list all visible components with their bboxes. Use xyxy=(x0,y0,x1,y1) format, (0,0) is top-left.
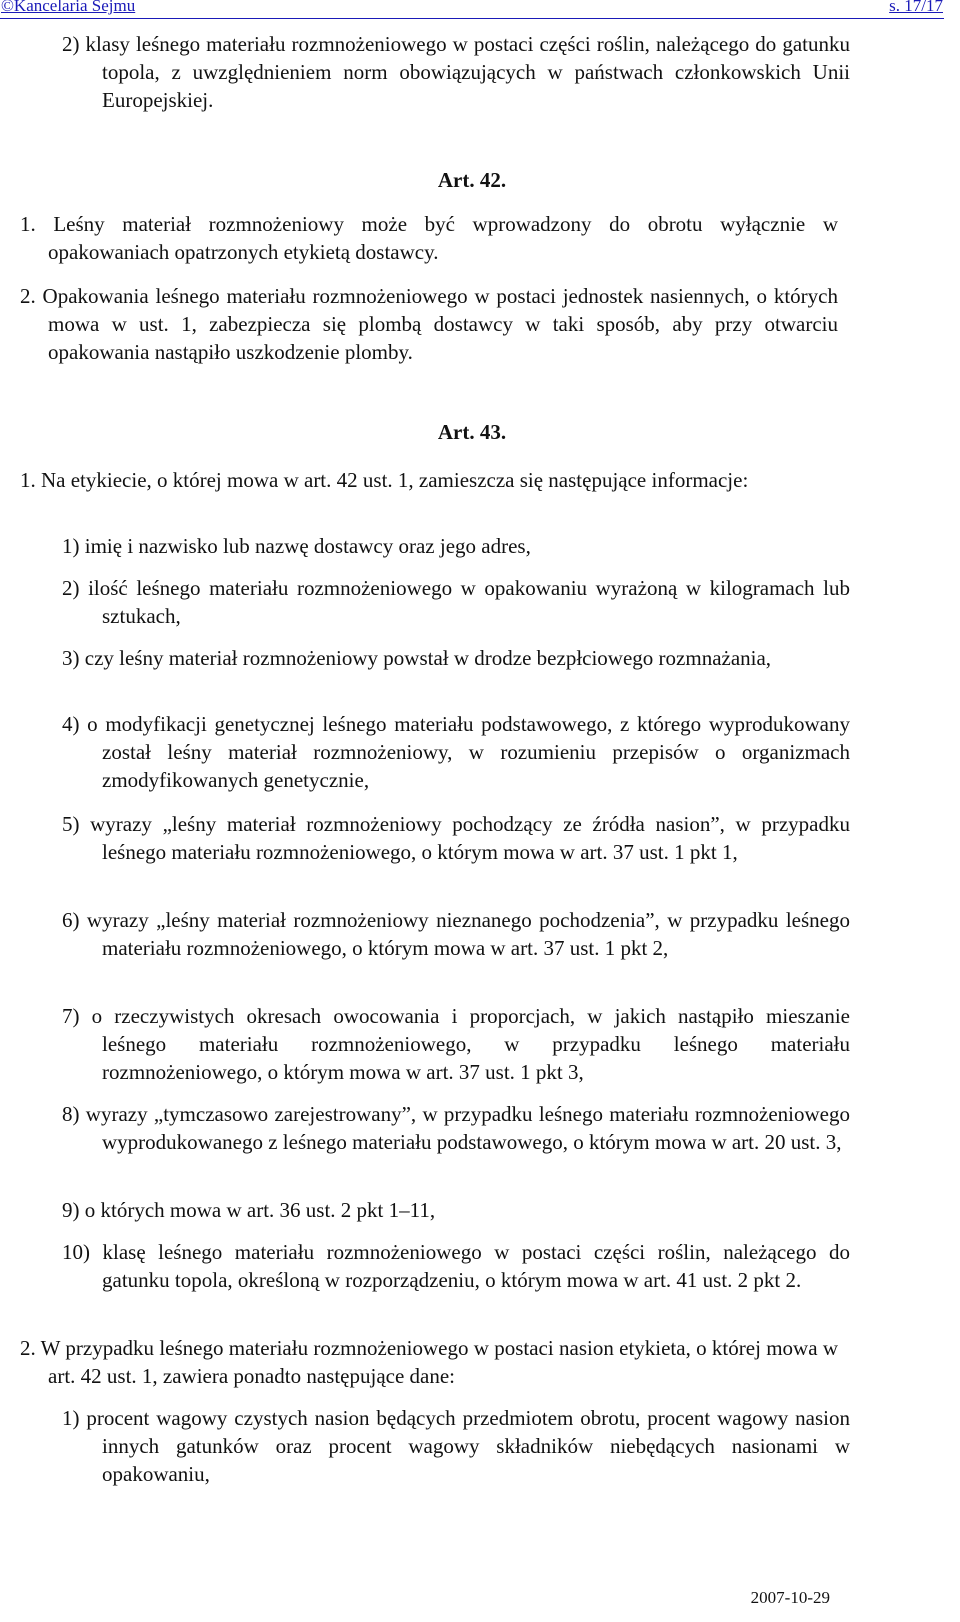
art-43-p2-item-1: 1) procent wagowy czystych nasion będących przedmiotem obrotu, procent wagowy nasion innych gatunków oraz procent wagowy składników niebędących nasionami w opakowaniu, xyxy=(62,1406,850,1486)
art-42-paragraph-1: 1. Leśny materiał rozmnożeniowy może być wprowadzony do obrotu wyłącznie w opakowaniach opatrzonych etykietą dostawcy. xyxy=(20,212,838,264)
art-43-paragraph-1: 1. Na etykiecie, o której mowa w art. 42 ust. 1, zamieszcza się następujące informacje: xyxy=(20,468,749,492)
art-43-item-7: 7) o rzeczywistych okresach owocowania i proporcjach, w jakich nastąpiło mieszanie leśnego materiału rozmnożeniowego, w przypadku leśnego materiału rozmnożeniowego, o którym mowa w art. 37 ust. 1 pkt 3, xyxy=(62,1004,850,1084)
art-43-item-2: 2) ilość leśnego materiału rozmnożeniowego w opakowaniu wyrażoną w kilogramach lub sztukach, xyxy=(62,576,850,628)
art-42-heading: Art. 42. xyxy=(437,168,507,192)
art-43-item-6: 6) wyrazy „leśny materiał rozmnożeniowy nieznanego pochodzenia”, w przypadku leśnego materiału rozmnożeniowego, o którym mowa w art. 37 ust. 1 pkt 2, xyxy=(62,908,850,960)
art-43-item-3: 3) czy leśny materiał rozmnożeniowy powstał w drodze bezpłciowego rozmnażania, xyxy=(62,646,772,670)
footer-date: 2007-10-29 xyxy=(750,1588,830,1607)
art-43-item-10: 10) klasę leśnego materiału rozmnożeniowego w postaci części roślin, należącego do gatunku topola, określoną w rozporządzeniu, o którym mowa w art. 41 ust. 2 pkt 2. xyxy=(62,1240,850,1292)
art-42-paragraph-2: 2. Opakowania leśnego materiału rozmnożeniowego w postaci jednostek nasiennych, o których mowa w ust. 1, zabezpiecza się plombą dostawcy w taki sposób, aby przy otwarciu opakowania nastąpiło uszkodzenie plomby. xyxy=(20,284,838,364)
art-43-paragraph-2: 2. W przypadku leśnego materiału rozmnożeniowego w postaci nasion etykieta, o której mowa w art. 42 ust. 1, zawiera ponadto następujące dane: xyxy=(20,1336,838,1388)
art-43-heading: Art. 43. xyxy=(437,420,507,444)
header-copyright-link[interactable]: ©Kancelaria Sejmu xyxy=(1,0,136,15)
page-header xyxy=(0,0,960,22)
header-rule xyxy=(0,18,944,19)
art-43-item-8: 8) wyrazy „tymczasowo zarejestrowany”, w przypadku leśnego materiału rozmnożeniowego wyprodukowanego z leśnego materiału podstawowego, o którym mowa w art. 20 ust. 3, xyxy=(62,1102,850,1154)
art-43-item-4: 4) o modyfikacji genetycznej leśnego materiału podstawowego, z którego wyprodukowany został leśny materiał rozmnożeniowy, w rozumieniu przepisów o organizmach zmodyfikowanych genetycznie, xyxy=(62,712,850,792)
header-page-number: s. 17/17 xyxy=(889,0,943,15)
art-43-item-5: 5) wyrazy „leśny materiał rozmnożeniowy pochodzący ze źródła nasion”, w przypadku leśnego materiału rozmnożeniowego, o którym mowa w art. 37 ust. 1 pkt 1, xyxy=(62,812,850,864)
art-43-item-1: 1) imię i nazwisko lub nazwę dostawcy oraz jego adres, xyxy=(62,534,531,558)
art-43-item-9: 9) o których mowa w art. 36 ust. 2 pkt 1–11, xyxy=(62,1198,436,1222)
intro-item: 2) klasy leśnego materiału rozmnożeniowego w postaci części roślin, należącego do gatunku topola, z uwzględnieniem norm obowiązujących w państwach członkowskich Unii Europejskiej. xyxy=(62,32,850,112)
